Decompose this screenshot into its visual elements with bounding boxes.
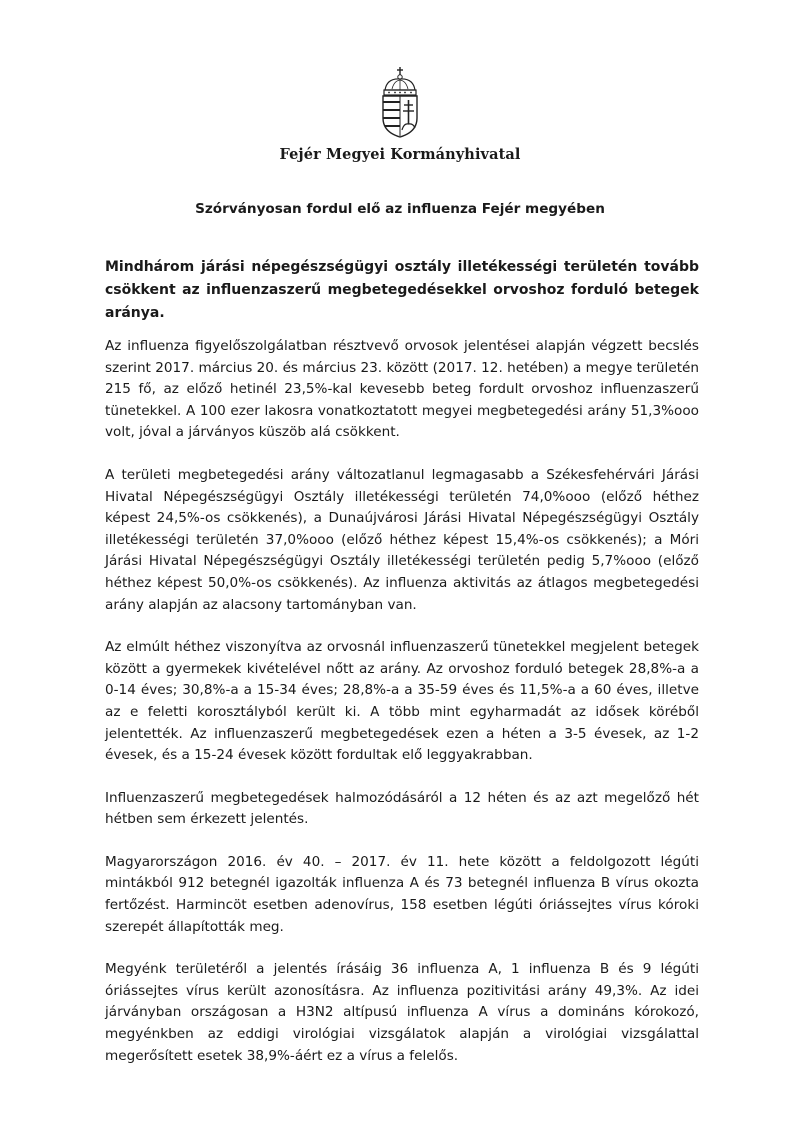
- paragraph-county-samples: Megyénk területéről a jelentés írásáig 36 influenza A, 1 influenza B és 9 légúti óriássejtes vírus került azonosításra. Az influenza pozitivitási arány 49,3%. Az idei járványban országosan a H3N2 altípusú influenza A vírus a domináns kórokozó, megyénkben az eddigi virológiai vizsgálatok alapján a virológiai vizsgálattal megerősített esetek 38,9%-áért ez a vírus a felelős.: [105, 961, 699, 1064]
- paragraph-weekly-estimate: Az influenza figyelőszolgálatban résztvevő orvosok jelentései alapján végzett becslés szerint 2017. március 20. és március 23. között (2017. 12. hetében) a megye területén 215 fő, az előző hetinél 23,5%-kal kevesebb beteg fordult orvoshoz influenzaszerű tünetekkel. A 100 ezer lakosra vonatkoztatott megyei megbetegedési arány 51,3%ooo volt, jóval a járványos küszöb alá csökkent.: [105, 338, 699, 441]
- document-headline: Szórványosan fordul elő az influenza Fejér megyében: [195, 201, 605, 217]
- paragraph-outbreaks: Influenzaszerű megbetegedések halmozódásáról a 12 héten és az azt megelőző hét hétben sem érkezett jelentés.: [105, 789, 699, 828]
- paragraph-regional-rates: A területi megbetegedési arány változatlanul legmagasabb a Székesfehérvári Járási Hivatal Népegészségügyi Osztály illetékességi területén 74,0%ooo (előző héthez képest 24,5%-os csökkenés), a Dunaújvárosi Járási Hivatal Népegészségügyi Osztály illetékességi területén 37,0%ooo (előző héthez képest 15,4%-os csökkenés); a Móri Járási Hivatal Népegészségügyi Osztály illetékességi területén pedig 5,7%ooo (előző héthez képest 50,0%-os csökkenés). Az influenza aktivitás az átlagos megbetegedési arány alapján az alacsony tartományban van.: [105, 466, 699, 613]
- paragraph-national-samples: Magyarországon 2016. év 40. – 2017. év 11. hete között a feldolgozott légúti mintákból 912 betegnél igazolták influenza A és 73 betegnél influenza B vírus okozta fertőzést. Harmincöt esetben adenovírus, 158 esetben légúti óriássejtes vírus kóroki szerepét állapították meg.: [105, 853, 699, 935]
- lead-paragraph: Mindhárom járási népegészségügyi osztály illetékességi területén tovább csökkent az influenzaszerű megbetegedésekkel orvoshoz forduló betegek aránya.: [105, 259, 699, 321]
- hungarian-coat-of-arms-icon: [377, 66, 423, 138]
- agency-name: Fejér Megyei Kormányhivatal: [279, 146, 521, 163]
- paragraph-age-groups: Az elmúlt héthez viszonyítva az orvosnál influenzaszerű tünetekkel megjelent betegek között a gyermekek kivételével nőtt az arány. Az orvoshoz forduló betegek 28,8%-a a 0-14 éves; 30,8%-a a 15-34 éves; 28,8%-a a 35-59 éves és 11,5%-a a 60 éves, illetve az e feletti korosztályból került ki. A több mint egyharmadát az idősek köréből jelentették. Az influenzaszerű megbetegedések ezen a héten a 3-5 évesek, az 1-2 évesek, és a 15-24 évesek között fordultak elő leggyakrabban.: [105, 639, 699, 764]
- document-body: [105, 336, 699, 1088]
